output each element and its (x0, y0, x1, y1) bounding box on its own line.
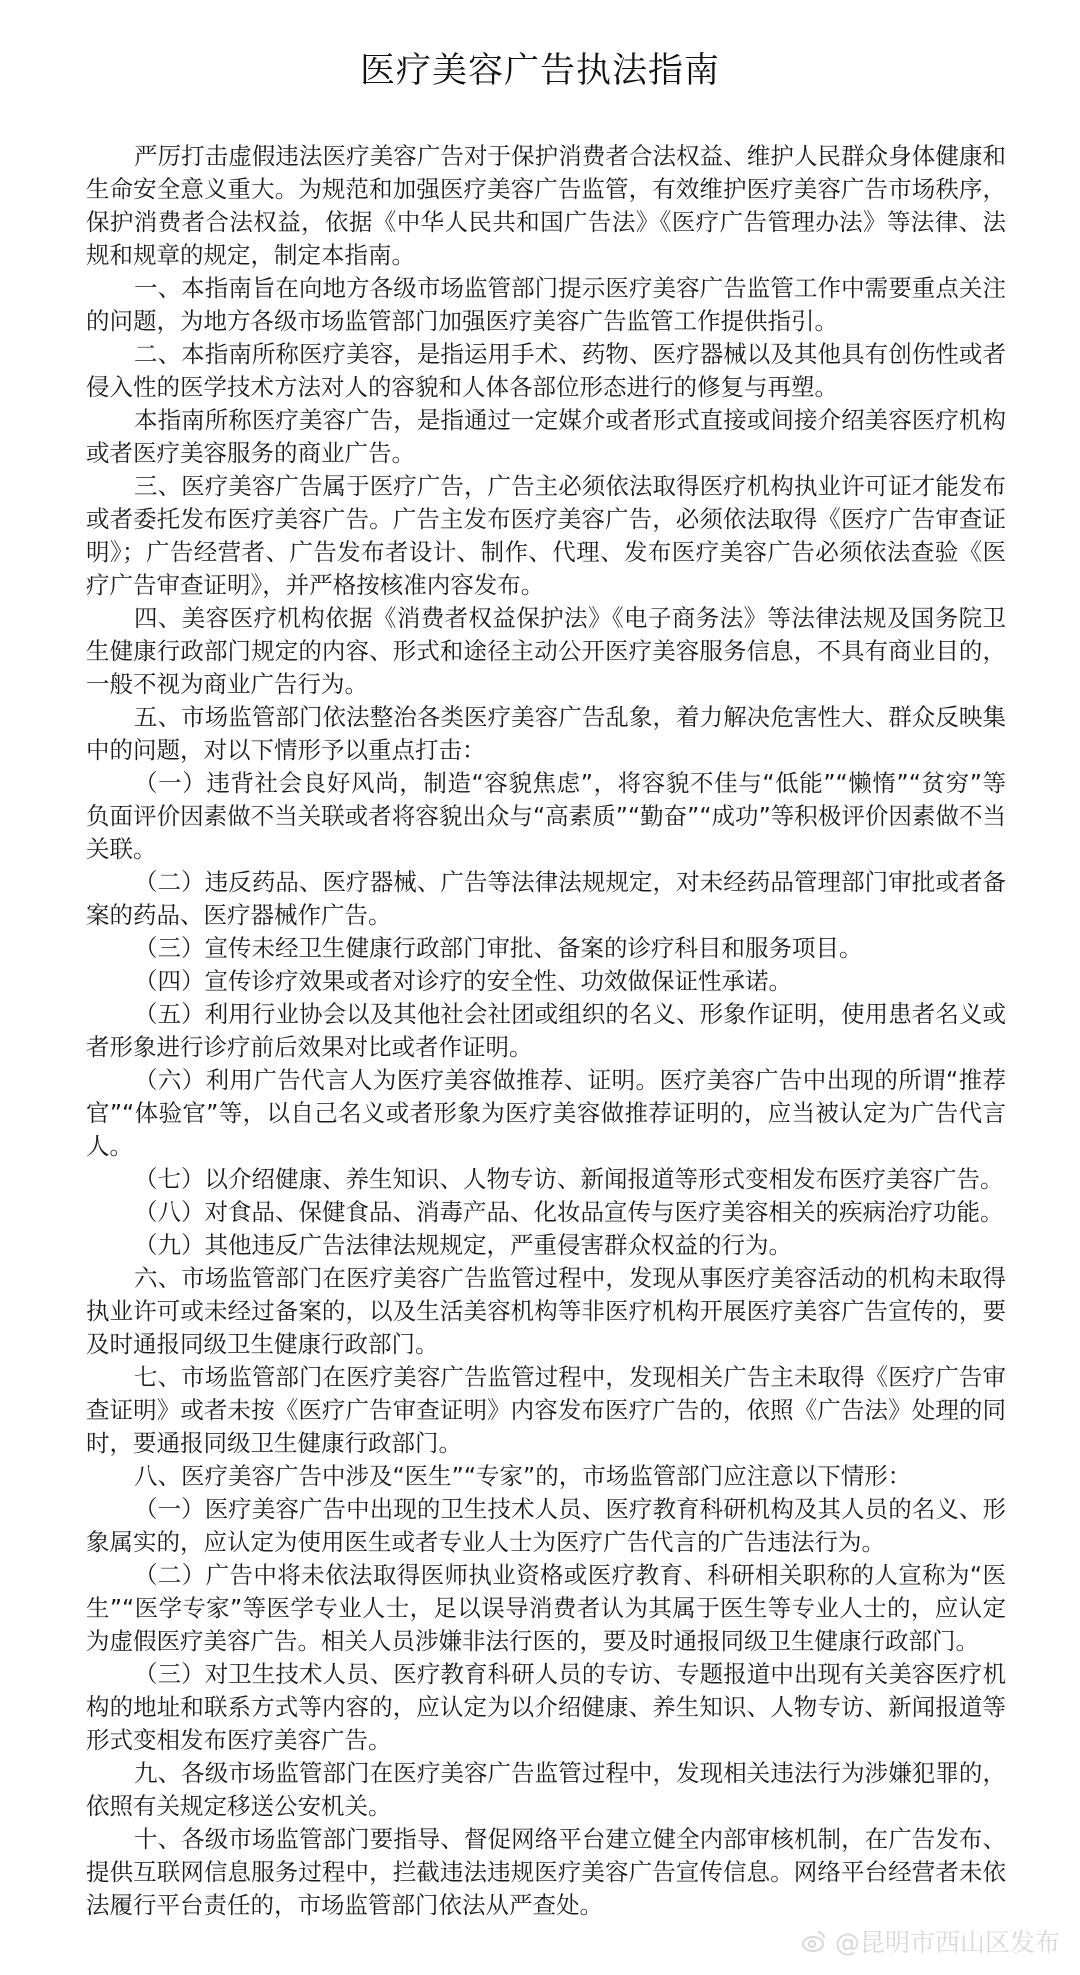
paragraph-article-5: 五、市场监管部门依法整治各类医疗美容广告乱象，着力解决危害性大、群众反映集中的问题，对以下情形予以重点打击： (86, 703, 1006, 764)
paragraph-article-7: 七、市场监管部门在医疗美容广告监管过程中，发现相关广告主未取得《医疗广告审查证明》或者未按《医疗广告审查证明》内容发布医疗广告的，依照《广告法》处理的同时，要通报同级卫生健康行政部门。 (86, 1363, 1006, 1457)
paragraph-article-8-item-2: （二）广告中将未依法取得医师执业资格或医疗教育、科研相关职称的人宣称为“医生”“医学专家”等医学专业人士，足以误导消费者认为其属于医生等专业人士的，应认定为虚假医疗美容广告。相关人员涉嫌非法行医的，要及时通报同级卫生健康行政部门。 (86, 1561, 1006, 1655)
paragraph-article-5-item-9: （九）其他违反广告法律法规规定，严重侵害群众权益的行为。 (134, 1231, 792, 1259)
document-title: 医疗美容广告执法指南 (359, 51, 720, 91)
paragraph-article-6: 六、市场监管部门在医疗美容广告监管过程中，发现从事医疗美容活动的机构未取得执业许可或未经过备案的，以及生活美容机构等非医疗机构开展医疗美容广告宣传的，要及时通报同级卫生健康行政部门。 (86, 1264, 1006, 1358)
weibo-icon (801, 1928, 827, 1954)
paragraph-article-8: 八、医疗美容广告中涉及“医生”“专家”的，市场监管部门应注意以下情形： (134, 1462, 912, 1490)
paragraph-article-1: 一、本指南旨在向地方各级市场监管部门提示医疗美容广告监管工作中需要重点关注的问题，为地方各级市场监管部门加强医疗美容广告监管工作提供指引。 (86, 274, 1006, 335)
paragraph-article-5-item-6: （六）利用广告代言人为医疗美容做推荐、证明。医疗美容广告中出现的所谓“推荐官”“体验官”等，以自己名义或者形象为医疗美容做推荐证明的，应当被认定为广告代言人。 (86, 1066, 1006, 1160)
paragraph-article-2: 二、本指南所称医疗美容，是指运用手术、药物、医疗器械以及其他具有创伤性或者侵入性的医学技术方法对人的容貌和人体各部位形态进行的修复与再塑。 (86, 340, 1006, 401)
watermark-text: @昆明市西山区发布 (834, 1928, 1060, 1957)
paragraph-article-3: 三、医疗美容广告属于医疗广告，广告主必须依法取得医疗机构执业许可证才能发布或者委托发布医疗美容广告。广告主发布医疗美容广告，必须依法取得《医疗广告审查证明》；广告经营者、广告发布者设计、制作、代理、发布医疗美容广告必须依法查验《医疗广告审查证明》，并严格按核准内容发布。 (86, 472, 1006, 599)
paragraph-article-5-item-5: （五）利用行业协会以及其他社会社团或组织的名义、形象作证明，使用患者名义或者形象进行诊疗前后效果对比或者作证明。 (86, 1000, 1006, 1061)
paragraph-article-5-item-2: （二）违反药品、医疗器械、广告等法律法规规定，对未经药品管理部门审批或者备案的药品、医疗器械作广告。 (86, 868, 1006, 929)
paragraph-article-8-item-3: （三）对卫生技术人员、医疗教育科研人员的专访、专题报道中出现有关美容医疗机构的地址和联系方式等内容的，应认定为以介绍健康、养生知识、人物专访、新闻报道等形式变相发布医疗美容广告。 (86, 1660, 1006, 1754)
paragraph-preamble: 严厉打击虚假违法医疗美容广告对于保护消费者合法权益、维护人民群众身体健康和生命安全意义重大。为规范和加强医疗美容广告监管，有效维护医疗美容广告市场秩序，保护消费者合法权益，依据《中华人民共和国广告法》《医疗广告管理办法》等法律、法规和规章的规定，制定本指南。 (86, 142, 1006, 269)
paragraph-article-2-definition: 本指南所称医疗美容广告，是指通过一定媒介或者形式直接或间接介绍美容医疗机构或者医疗美容服务的商业广告。 (86, 406, 1006, 467)
paragraph-article-5-item-3: （三）宣传未经卫生健康行政部门审批、备案的诊疗科目和服务项目。 (134, 934, 863, 962)
paragraph-article-4: 四、美容医疗机构依据《消费者权益保护法》《电子商务法》等法律法规及国务院卫生健康行政部门规定的内容、形式和途径主动公开医疗美容服务信息，不具有商业目的，一般不视为商业广告行为。 (86, 604, 1006, 698)
document-body (86, 140, 1006, 1922)
paragraph-article-5-item-8: （八）对食品、保健食品、消毒产品、化妆品宣传与医疗美容相关的疾病治疗功能。 (134, 1198, 1004, 1226)
watermark (801, 1923, 1060, 1959)
paragraph-article-9: 九、各级市场监管部门在医疗美容广告监管过程中，发现相关违法行为涉嫌犯罪的，依照有关规定移送公安机关。 (86, 1759, 1006, 1820)
paragraph-article-5-item-4: （四）宣传诊疗效果或者对诊疗的安全性、功效做保证性承诺。 (134, 967, 792, 995)
paragraph-article-8-item-1: （一）医疗美容广告中出现的卫生技术人员、医疗教育科研机构及其人员的名义、形象属实的，应认定为使用医生或者专业人士为医疗广告代言的广告违法行为。 (86, 1495, 1006, 1556)
paragraph-article-5-item-7: （七）以介绍健康、养生知识、人物专访、新闻报道等形式变相发布医疗美容广告。 (134, 1165, 1004, 1193)
paragraph-article-5-item-1: （一）违背社会良好风尚，制造“容貌焦虑”，将容貌不佳与“低能”“懒惰”“贫穷”等负面评价因素做不当关联或者将容貌出众与“高素质”“勤奋”“成功”等积极评价因素做不当关联。 (86, 769, 1006, 863)
paragraph-article-10: 十、各级市场监管部门要指导、督促网络平台建立健全内部审核机制，在广告发布、提供互联网信息服务过程中，拦截违法违规医疗美容广告宣传信息。网络平台经营者未依法履行平台责任的，市场监管部门依法从严查处。 (86, 1825, 1006, 1919)
